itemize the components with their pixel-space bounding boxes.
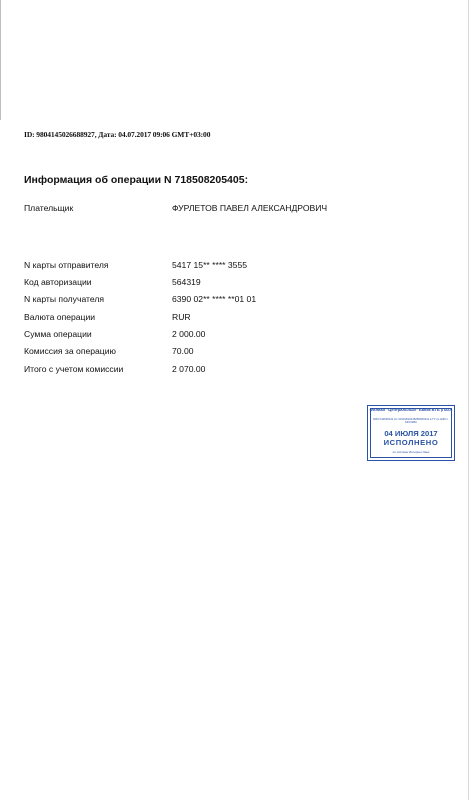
total-label: Итого с учетом комиссии bbox=[24, 364, 124, 374]
recipient-card-row bbox=[24, 294, 424, 308]
sender-card-label: N карты отправителя bbox=[24, 260, 109, 270]
sender-card-value: 5417 15** **** 3555 bbox=[172, 260, 248, 270]
operation-title: Информация об операции N 718508205405: bbox=[24, 174, 249, 186]
total-value: 2 070.00 bbox=[172, 364, 206, 374]
currency-label: Валюта операции bbox=[24, 312, 96, 322]
amount-row bbox=[24, 329, 424, 343]
sender-card-row bbox=[24, 260, 424, 274]
page-left-edge bbox=[0, 0, 1, 120]
bank-stamp bbox=[367, 405, 455, 461]
commission-label: Комиссия за операцию bbox=[24, 346, 116, 356]
document-id-line: ID: 9804145026688927, Дата: 04.07.2017 09:06 GMT+03:00 bbox=[24, 130, 211, 139]
amount-label: Сумма операции bbox=[24, 329, 92, 339]
payer-row bbox=[24, 203, 424, 217]
stamp-status: ИСПОЛНЕНО bbox=[383, 438, 439, 447]
commission-row bbox=[24, 346, 424, 360]
stamp-bank-name: Филиал "Центральный" Банка ВТБ (ПАО) bbox=[369, 407, 453, 412]
currency-row bbox=[24, 312, 424, 326]
auth-code-value: 564319 bbox=[172, 277, 201, 287]
auth-code-label: Код авторизации bbox=[24, 277, 92, 287]
total-row bbox=[24, 364, 424, 378]
recipient-card-value: 6390 02** **** **01 01 bbox=[172, 294, 257, 304]
payer-label: Плательщик bbox=[24, 203, 74, 213]
currency-value: RUR bbox=[172, 312, 191, 322]
commission-value: 70.00 bbox=[172, 346, 194, 356]
amount-value: 2 000.00 bbox=[172, 329, 206, 339]
stamp-date: 04 ИЮЛЯ 2017 bbox=[384, 429, 438, 438]
recipient-card-label: N карты получателя bbox=[24, 294, 105, 304]
stamp-bank-details: БИК 044525411 к/с 30101810145250000411 в ГУ по ЦФО г. МОСКВА bbox=[373, 417, 449, 425]
auth-code-row bbox=[24, 277, 424, 291]
stamp-footer: по системе Интернет-банк bbox=[392, 450, 430, 454]
payer-value: ФУРЛЕТОВ ПАВЕЛ АЛЕКСАНДРОВИЧ bbox=[172, 203, 328, 213]
